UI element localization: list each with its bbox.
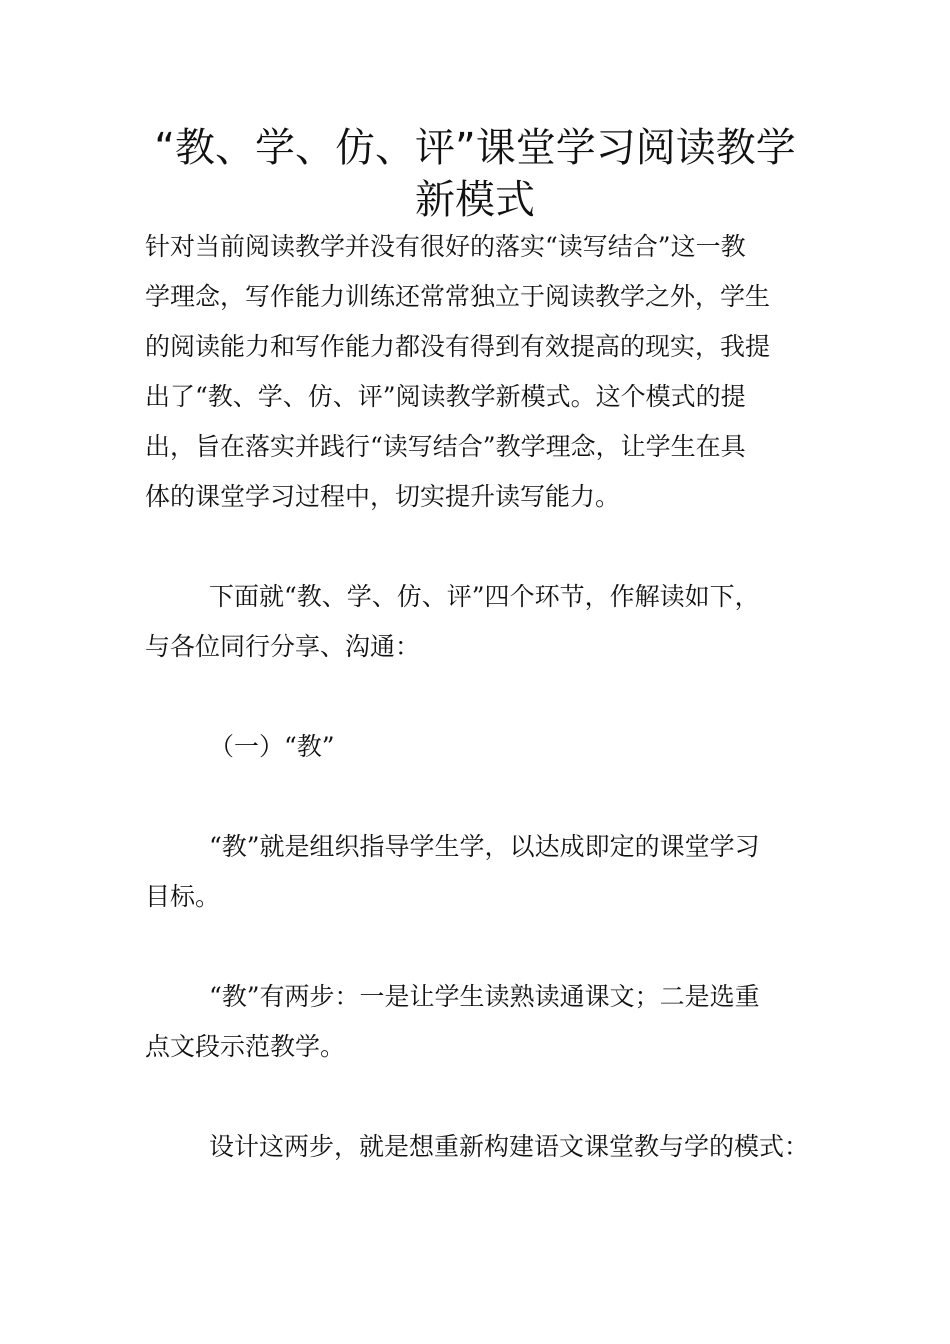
paragraph-line: 出了“教、学、仿、评”阅读教学新模式。这个模式的提 — [145, 382, 746, 411]
paragraph-line: 出，旨在落实并践行“读写结合”教学理念，让学生在具 — [145, 432, 746, 461]
paragraph-line: 针对当前阅读教学并没有很好的落实“读写结合”这一教 — [145, 232, 746, 261]
paragraph-line: 与各位同行分享、沟通： — [145, 632, 421, 661]
design-paragraph — [145, 1122, 810, 1172]
paragraph-line: 设计这两步，就是想重新构建语文课堂教与学的模式： — [209, 1132, 810, 1161]
paragraph-line: 下面就“教、学、仿、评”四个环节，作解读如下， — [209, 582, 760, 611]
definition-paragraph — [145, 822, 810, 922]
section-heading-text: （一）“教” — [209, 732, 335, 761]
paragraph-line: “教”就是组织指导学生学，以达成即定的课堂学习 — [209, 832, 760, 861]
section-heading — [145, 722, 810, 772]
paragraph-line: 学理念，写作能力训练还常常独立于阅读教学之外，学生 — [145, 282, 771, 311]
intro-paragraph — [145, 222, 810, 522]
paragraph-line: 体的课堂学习过程中，切实提升读写能力。 — [145, 482, 621, 511]
document-title — [140, 122, 810, 226]
overview-paragraph — [145, 572, 810, 672]
steps-paragraph — [145, 972, 810, 1072]
title-line: 新模式 — [415, 177, 535, 223]
paragraph-line: 点文段示范教学。 — [145, 1032, 346, 1061]
paragraph-line: 目标。 — [145, 882, 221, 911]
title-line: “教、学、仿、评”课堂学习阅读教学 — [154, 125, 796, 171]
paragraph-line: 的阅读能力和写作能力都没有得到有效提高的现实，我提 — [145, 332, 771, 361]
paragraph-line: “教”有两步：一是让学生读熟读通课文；二是选重 — [209, 982, 760, 1011]
